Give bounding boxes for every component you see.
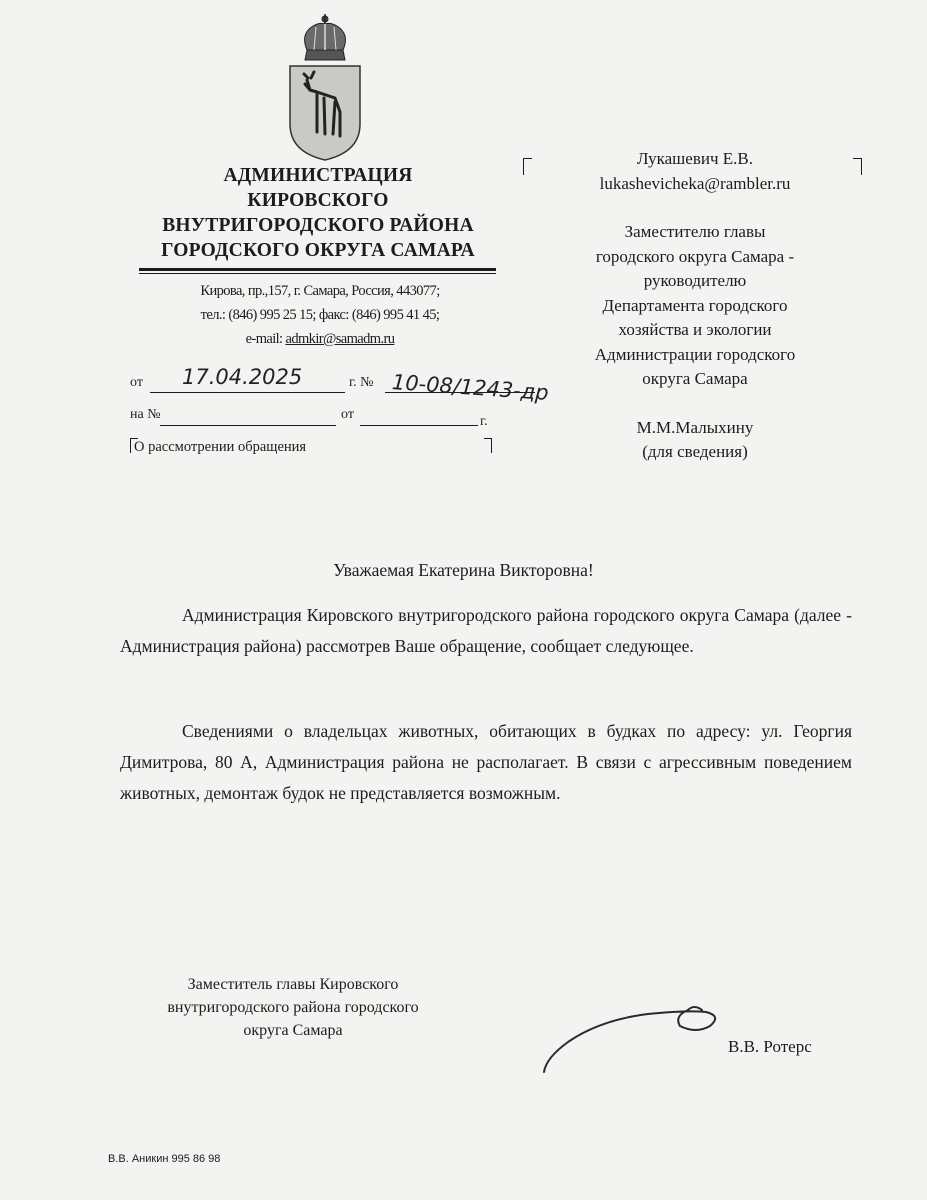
organization-name xyxy=(118,163,518,263)
address-line: Кирова, пр.,157, г. Самара, Россия, 443077; xyxy=(200,283,440,299)
copy-position-line: руководителю xyxy=(643,271,747,290)
date-prefix: от xyxy=(130,375,143,390)
reference-year-suffix: г. xyxy=(480,414,488,429)
reference-line xyxy=(160,425,336,426)
addressee-email: lukashevicheka@rambler.ru xyxy=(599,173,791,193)
email-prefix: e-mail: xyxy=(245,331,286,347)
org-line: ВНУТРИГОРОДСКОГО РАЙОНА xyxy=(162,215,474,236)
addressee-block xyxy=(520,147,870,465)
subject-line: О рассмотрении обращения xyxy=(134,439,307,455)
org-line: КИРОВСКОГО xyxy=(247,190,389,211)
reference-date-prefix: от xyxy=(341,407,354,422)
copy-addressee-note: (для сведения) xyxy=(642,442,748,461)
email-line xyxy=(120,327,520,351)
paragraph-text: Администрация Кировского внутригородского района городского округа Самара (далее - Администрация района) рассмотрев Ваше обращение, сообщает следующее. xyxy=(120,605,852,656)
signatory-title xyxy=(108,973,478,1042)
registration-date: 17.04.2025 xyxy=(182,365,303,389)
org-line: ГОРОДСКОГО ОКРУГА САМАРА xyxy=(161,240,475,261)
registration-number: 10-08/1243-др xyxy=(391,370,550,405)
executor-contact: В.В. Аникин 995 86 98 xyxy=(108,1153,221,1165)
org-line: АДМИНИСТРАЦИЯ xyxy=(223,165,413,186)
letterhead-rule-thin xyxy=(139,273,496,274)
signatory-title-line: Заместитель главы Кировского xyxy=(187,976,399,993)
date-line xyxy=(150,392,345,393)
signer-name: В.В. Ротерс xyxy=(728,1037,812,1056)
body-paragraph-2 xyxy=(120,716,852,809)
copy-position-line: городского округа Самара - xyxy=(595,246,795,266)
samara-coat-of-arms-icon xyxy=(280,12,370,162)
copy-position-line: хозяйства и экологии xyxy=(618,320,772,339)
reference-prefix: на № xyxy=(130,407,161,422)
reference-date-line xyxy=(360,425,478,426)
copy-addressee-name: М.М.Малыхину xyxy=(636,417,754,437)
letterhead-rule-thick xyxy=(139,268,496,271)
copy-position-line: Заместителю главы xyxy=(624,222,766,241)
paragraph-text: Сведениями о владельцах животных, обитающих в будках по адресу: ул. Георгия Димитрова, 80 А, Администрация района не располагает. В связи с агрессивным поведением животных, демонтаж будок не представляется возможным. xyxy=(120,721,852,803)
email-link[interactable]: admkir@samadm.ru xyxy=(285,331,395,347)
copy-position-line: Департамента городского xyxy=(602,295,788,315)
number-prefix: г. № xyxy=(349,375,374,390)
addressee-name: Лукашевич Е.В. xyxy=(637,149,753,168)
signatory-title-line: внутригородского района городского xyxy=(167,999,419,1016)
phone-line: тел.: (846) 995 25 15; факс: (846) 995 41 45; xyxy=(200,307,440,323)
handwritten-signature xyxy=(538,996,728,1076)
copy-position-line: Администрации городского xyxy=(594,344,796,364)
body-paragraph-1 xyxy=(120,600,852,662)
organization-contacts xyxy=(120,279,520,351)
copy-position-line: округа Самара xyxy=(642,369,748,388)
signatory-title-line: округа Самара xyxy=(243,1022,343,1039)
greeting: Уважаемая Екатерина Викторовна! xyxy=(333,560,594,580)
